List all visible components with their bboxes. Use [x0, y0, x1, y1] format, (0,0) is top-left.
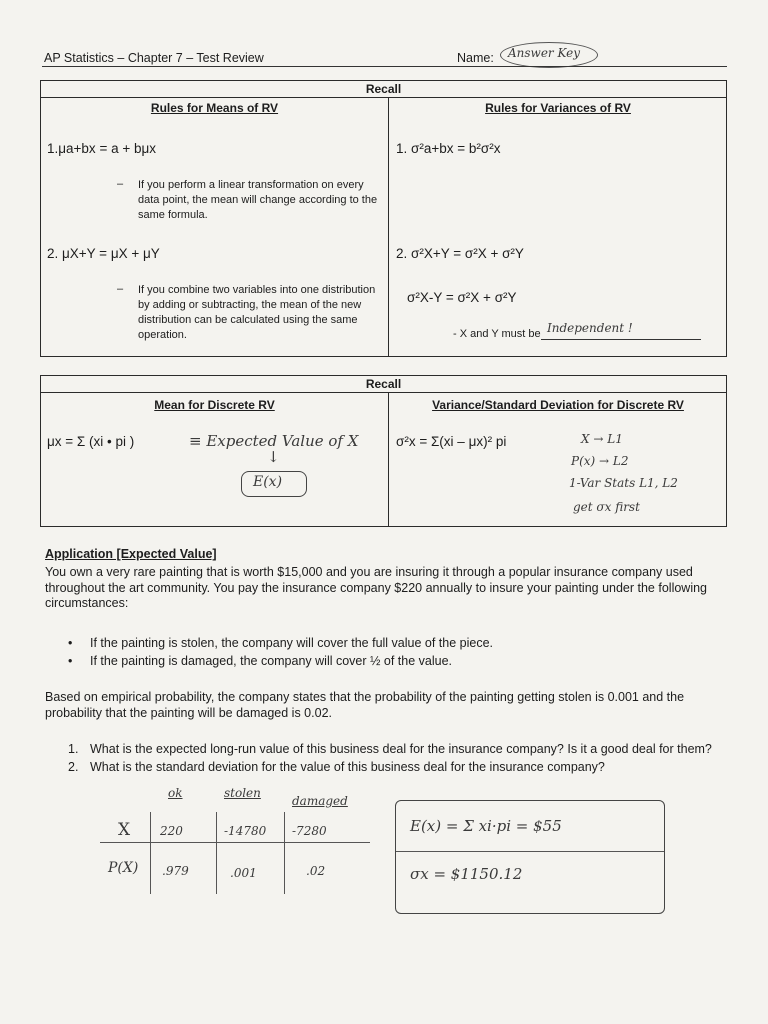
table-vline	[150, 812, 151, 894]
mean-rule-2: 2. μX+Y = μX + μY	[47, 246, 160, 261]
expected-value-answer: E(x) = Σ xi·pi = $55	[410, 817, 562, 835]
variance-rules-title: Rules for Variances of RV	[485, 101, 631, 115]
bullet-dash: –	[117, 178, 124, 190]
answer-box	[395, 800, 665, 914]
calc-step-4: get σx first	[573, 500, 640, 514]
application-title: Application [Expected Value]	[45, 547, 217, 561]
column-divider	[388, 97, 389, 356]
bullet-dot: •	[68, 654, 73, 668]
question-number: 2.	[68, 760, 79, 774]
question-number: 1.	[68, 742, 79, 756]
recall-heading: Recall	[41, 376, 726, 393]
application-intro: You own a very rare painting that is worth $15,000 and you are insuring it through a popular insurance company used throughout the art community. You pay the insurance company $220 annually to insure your painting under the following circumstances:	[45, 565, 707, 610]
arrow-down: ↓	[267, 448, 280, 466]
variance-rule-2: 2. σ²X+Y = σ²X + σ²Y	[396, 246, 524, 261]
independence-answer: Independent !	[547, 321, 633, 335]
name-circle	[500, 42, 598, 68]
row-p-label: P(X)	[108, 860, 139, 876]
variance-discrete-title: Variance/Standard Deviation for Discrete RV	[432, 398, 684, 412]
col-ok: ok	[168, 786, 183, 800]
calc-step-1: X → L1	[581, 432, 623, 446]
bullet-dot: •	[68, 636, 73, 650]
table-vline	[284, 812, 285, 894]
probability-text: Based on empirical probability, the company states that the probability of the painting getting stolen is 0.001 and the probability that the painting will be damaged is 0.02.	[45, 690, 685, 720]
answer-table	[100, 780, 380, 900]
mean-discrete-title: Mean for Discrete RV	[154, 398, 275, 412]
x-damaged: -7280	[292, 824, 327, 838]
x-ok: 220	[160, 824, 183, 838]
p-ok: .979	[162, 864, 189, 878]
table-vline	[216, 812, 217, 894]
calc-step-3: 1-Var Stats L1, L2	[569, 476, 678, 490]
p-damaged: .02	[306, 864, 326, 878]
column-divider	[388, 392, 389, 526]
variance-rule-1: 1. σ²a+bx = b²σ²x	[396, 141, 501, 156]
mean-discrete-formula: μx = Σ (xi • pi )	[47, 434, 135, 449]
question-2: What is the standard deviation for the value of this business deal for the insurance company?	[90, 760, 605, 774]
recall-heading: Recall	[41, 81, 726, 98]
row-x-label: X	[118, 820, 131, 840]
name-answer: Answer Key	[508, 46, 580, 60]
col-damaged: damaged	[292, 794, 348, 808]
mean-rule-2-note: If you combine two variables into one distribution by adding or subtracting, the mean of the new distribution can be calculated using the same operation.	[138, 284, 376, 341]
calc-step-2: P(x) → L2	[571, 454, 629, 468]
sd-answer: σx = $1150.12	[410, 865, 523, 883]
p-stolen: .001	[230, 866, 257, 880]
recall-box-rules	[40, 80, 727, 357]
name-label: Name:	[457, 51, 494, 65]
header-rule	[42, 66, 727, 67]
table-hline	[100, 842, 370, 843]
variance-rule-3: σ²X-Y = σ²X + σ²Y	[407, 290, 517, 305]
independence-note: - X and Y must be	[453, 328, 541, 340]
bullet-stolen: If the painting is stolen, the company will cover the full value of the piece.	[90, 636, 494, 650]
answer-blank	[541, 339, 701, 340]
question-1: What is the expected long-run value of this business deal for the insurance company? Is it a good deal for them?	[90, 742, 712, 756]
means-rules-title: Rules for Means of RV	[150, 101, 279, 115]
mean-rule-1-note: If you perform a linear transformation on every data point, the mean will change according to the same formula.	[138, 179, 378, 221]
bullet-dash: –	[117, 283, 124, 295]
ex-label: E(x)	[253, 474, 283, 490]
x-stolen: -14780	[224, 824, 267, 838]
expected-value-note: ≡ Expected Value of X	[189, 432, 359, 450]
mean-rule-1: 1.μa+bx = a + bμx	[47, 141, 157, 156]
recall-box-discrete	[40, 375, 727, 527]
answer-divider	[396, 851, 664, 852]
variance-discrete-formula: σ²x = Σ(xi – μx)² pi	[396, 434, 507, 449]
worksheet-title: AP Statistics – Chapter 7 – Test Review	[44, 51, 264, 65]
bullet-damaged: If the painting is damaged, the company will cover ½ of the value.	[90, 654, 453, 668]
col-stolen: stolen	[224, 786, 261, 800]
